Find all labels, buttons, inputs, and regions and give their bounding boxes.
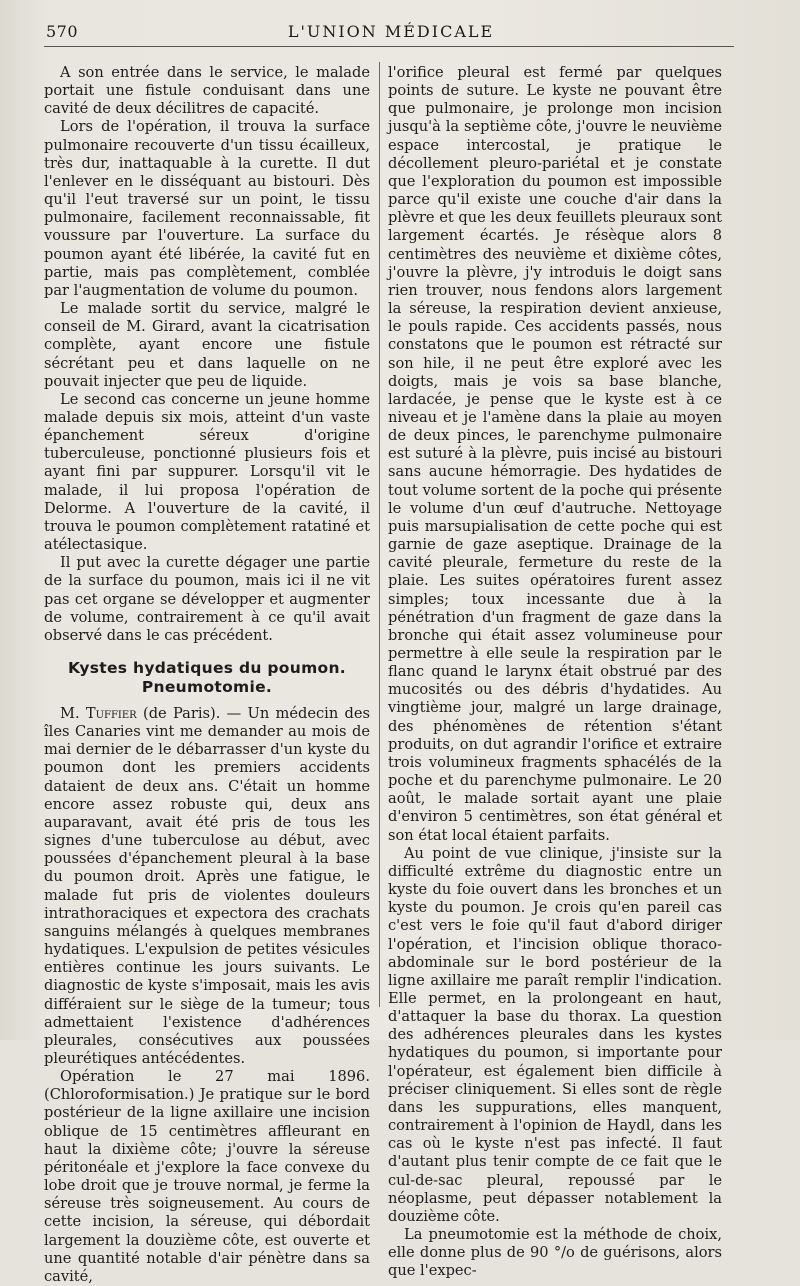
paragraph <box>44 705 370 1068</box>
section-title-line-2: Pneumotomie. <box>141 678 273 696</box>
section-title <box>44 659 370 697</box>
left-column <box>44 64 370 1286</box>
paragraph: Au point de vue clinique, j'insiste sur la difficulté extrême du diagnostic entre un kyste du foie ouvert dans les bronches et un kyste du poumon. Je crois qu'en pareil cas c'est vers le foie qu'il faut d'abord diriger l'opération, et l'incision oblique thoraco-abdominale sur le bord postérieur de la ligne axillaire me paraît remplir l'indication. Elle permet, en la prolongeant en haut, d'attaquer la base du thorax. La question des adhérences pleurales dans les kystes hydatiques du poumon, si importante pour l'opérateur, est également bien difficile à préciser cliniquement. Si elles sont de règle dans les suppurations, elles manquent, contrairement à l'opinion de Haydl, dans les cas où le kyste n'est pas infecté. Il faut d'autant plus tenir compte de ce fait que le cul-de-sac pleural, repoussé par le néoplasme, peut dépasser notablement la douzième côte. <box>388 844 722 1225</box>
paragraph: Opération le 27 mai 1896. (Chloroformisation.) Je pratique sur le bord postérieur de la ligne axillaire une incision oblique de 15 centimètres affleurant en haut la dixième côte; j'ouvre la séreuse péritonéale et j'explore la face convexe du lobe droit que je trouve normal, je ferme la séreuse très soigneusement. Au cours de cette incision, la séreuse, qui débordait largement la douzième côte, est ouverte et une quantité notable d'air pénètre dans sa cavité, <box>44 1068 370 1285</box>
paragraph: Le malade sortit du service, malgré le conseil de M. Girard, avant la cicatrisation complète, ayant encore une fistule sécrétant peu et dans laquelle on ne pouvait injecter que peu de liquide. <box>44 300 370 390</box>
paragraph: l'orifice pleural est fermé par quelques points de suture. Le kyste ne pouvant être que pulmonaire, je prolonge mon incision jusqu'à la septième côte, j'ouvre le neuvième espace intercostal, je pratique le décollement pleuro-pariétal et je constate que l'exploration du poumon est impossible parce qu'il existe une couche d'air dans la plèvre et que les deux feuillets pleuraux sont largement écartés. Je résèque alors 8 centimètres des neuvième et dixième côtes, j'ouvre la plèvre, j'y introduis le doigt sans rien trouver, nous fendons alors largement la séreuse, la respiration devient anxieuse, le pouls rapide. Ces accidents passés, nous constatons que le poumon est rétracté sur son hile, il ne peut être exploré avec les doigts, mais je vois sa base blanche, lardacée, je pense que le kyste est à ce niveau et je l'amène dans la plaie au moyen de deux pinces, le parenchyme pulmonaire est suturé à la plèvre, puis incisé au bistouri sans aucune hémorragie. Des hydatides de tout volume sortent de la poche qui présente le volume d'un œuf d'autruche. Nettoyage puis marsupialisation de cette poche qui est garnie de gaze aseptique. Drainage de la cavité pleurale, fermeture du reste de la plaie. Les suites opératoires furent assez simples; toux incessante due à la pénétration d'un fragment de gaze dans la bronche qui était assez volumineuse pour permettre à elle seule la respiration par le flanc quand le larynx était obstrué par des mucosités ou des débris d'hydatides. Au vingtième jour, malgré un large drainage, des phénomènes de rétention s'étant produits, on dut agrandir l'orifice et extraire trois volumineux fragments sphacélés de la poche et du parenchyme pulmonaire. Le 20 août, le malade sortait ayant une plaie d'environ 5 centimètres, son état général et son état local étaient parfaits. <box>388 64 722 844</box>
paragraph: Le second cas concerne un jeune homme malade depuis six mois, atteint d'un vaste épanchement séreux d'origine tuberculeuse, ponctionné plusieurs fois et ayant fini par suppurer. Lorsqu'il vit le malade, il lui proposa l'opération de Delorme. A l'ouverture de la cavité, il trouva le poumon complètement ratatiné et atélectasique. <box>44 390 370 554</box>
paragraph: A son entrée dans le service, le malade portait une fistule conduisant dans une cavité de deux décilitres de capacité. <box>44 64 370 118</box>
paragraph: La pneumotomie est la méthode de choix, elle donne plus de 90 °/o de guérisons, alors que l'expec- <box>388 1226 722 1280</box>
right-column <box>388 64 722 1280</box>
section-title-line-1: Kystes hydatiques du poumon. <box>68 659 346 677</box>
paragraph-text: (de Paris). — Un médecin des îles Canaries vint me demander au mois de mai dernier de le débarrasser d'un kyste du poumon dont les premiers accidents dataient de deux ans. C'était un homme encore assez robuste qui, deux ans auparavant, avait été pris de tous les signes d'une tuberculose au début, avec poussées d'épanchement pleural à la base du poumon droit. Après une fatigue, le malade fut pris de violentes douleurs intrathoraciques et expectora des crachats sanguins mélangés à quelques membranes hydatiques. L'expulsion de petites vésicules entières continue les jours suivants. Le diagnostic de kyste s'imposait, mais les avis différaient sur le siège de la tumeur; tous admettaient l'existence d'adhérences pleurales, consécutives aux poussées pleurétiques antécédentes. <box>44 705 370 1067</box>
running-title: L'UNION MÉDICALE <box>287 22 495 41</box>
author-name: M. Tuffier <box>60 705 137 722</box>
page-header <box>46 20 736 46</box>
page-number: 570 <box>46 22 79 41</box>
paragraph: Lors de l'opération, il trouva la surface pulmonaire recouverte d'un tissu écailleux, très dur, inattaquable à la curette. Il dut l'enlever en le disséquant au bistouri. Dès qu'il l'eut traversé sur un point, le tissu pulmonaire, facilement reconnaissable, fit voussure par l'ouverture. La surface du poumon ayant été libérée, la cavité fut en partie, mais pas complètement, comblée par l'augmentation de volume du poumon. <box>44 118 370 299</box>
paragraph: Il put avec la curette dégager une partie de la surface du poumon, mais ici il ne vit pas cet organe se développer et augmenter de volume, contrairement à ce qu'il avait observé dans le cas précédent. <box>44 554 370 644</box>
header-rule <box>44 46 734 47</box>
column-divider <box>379 62 380 1007</box>
